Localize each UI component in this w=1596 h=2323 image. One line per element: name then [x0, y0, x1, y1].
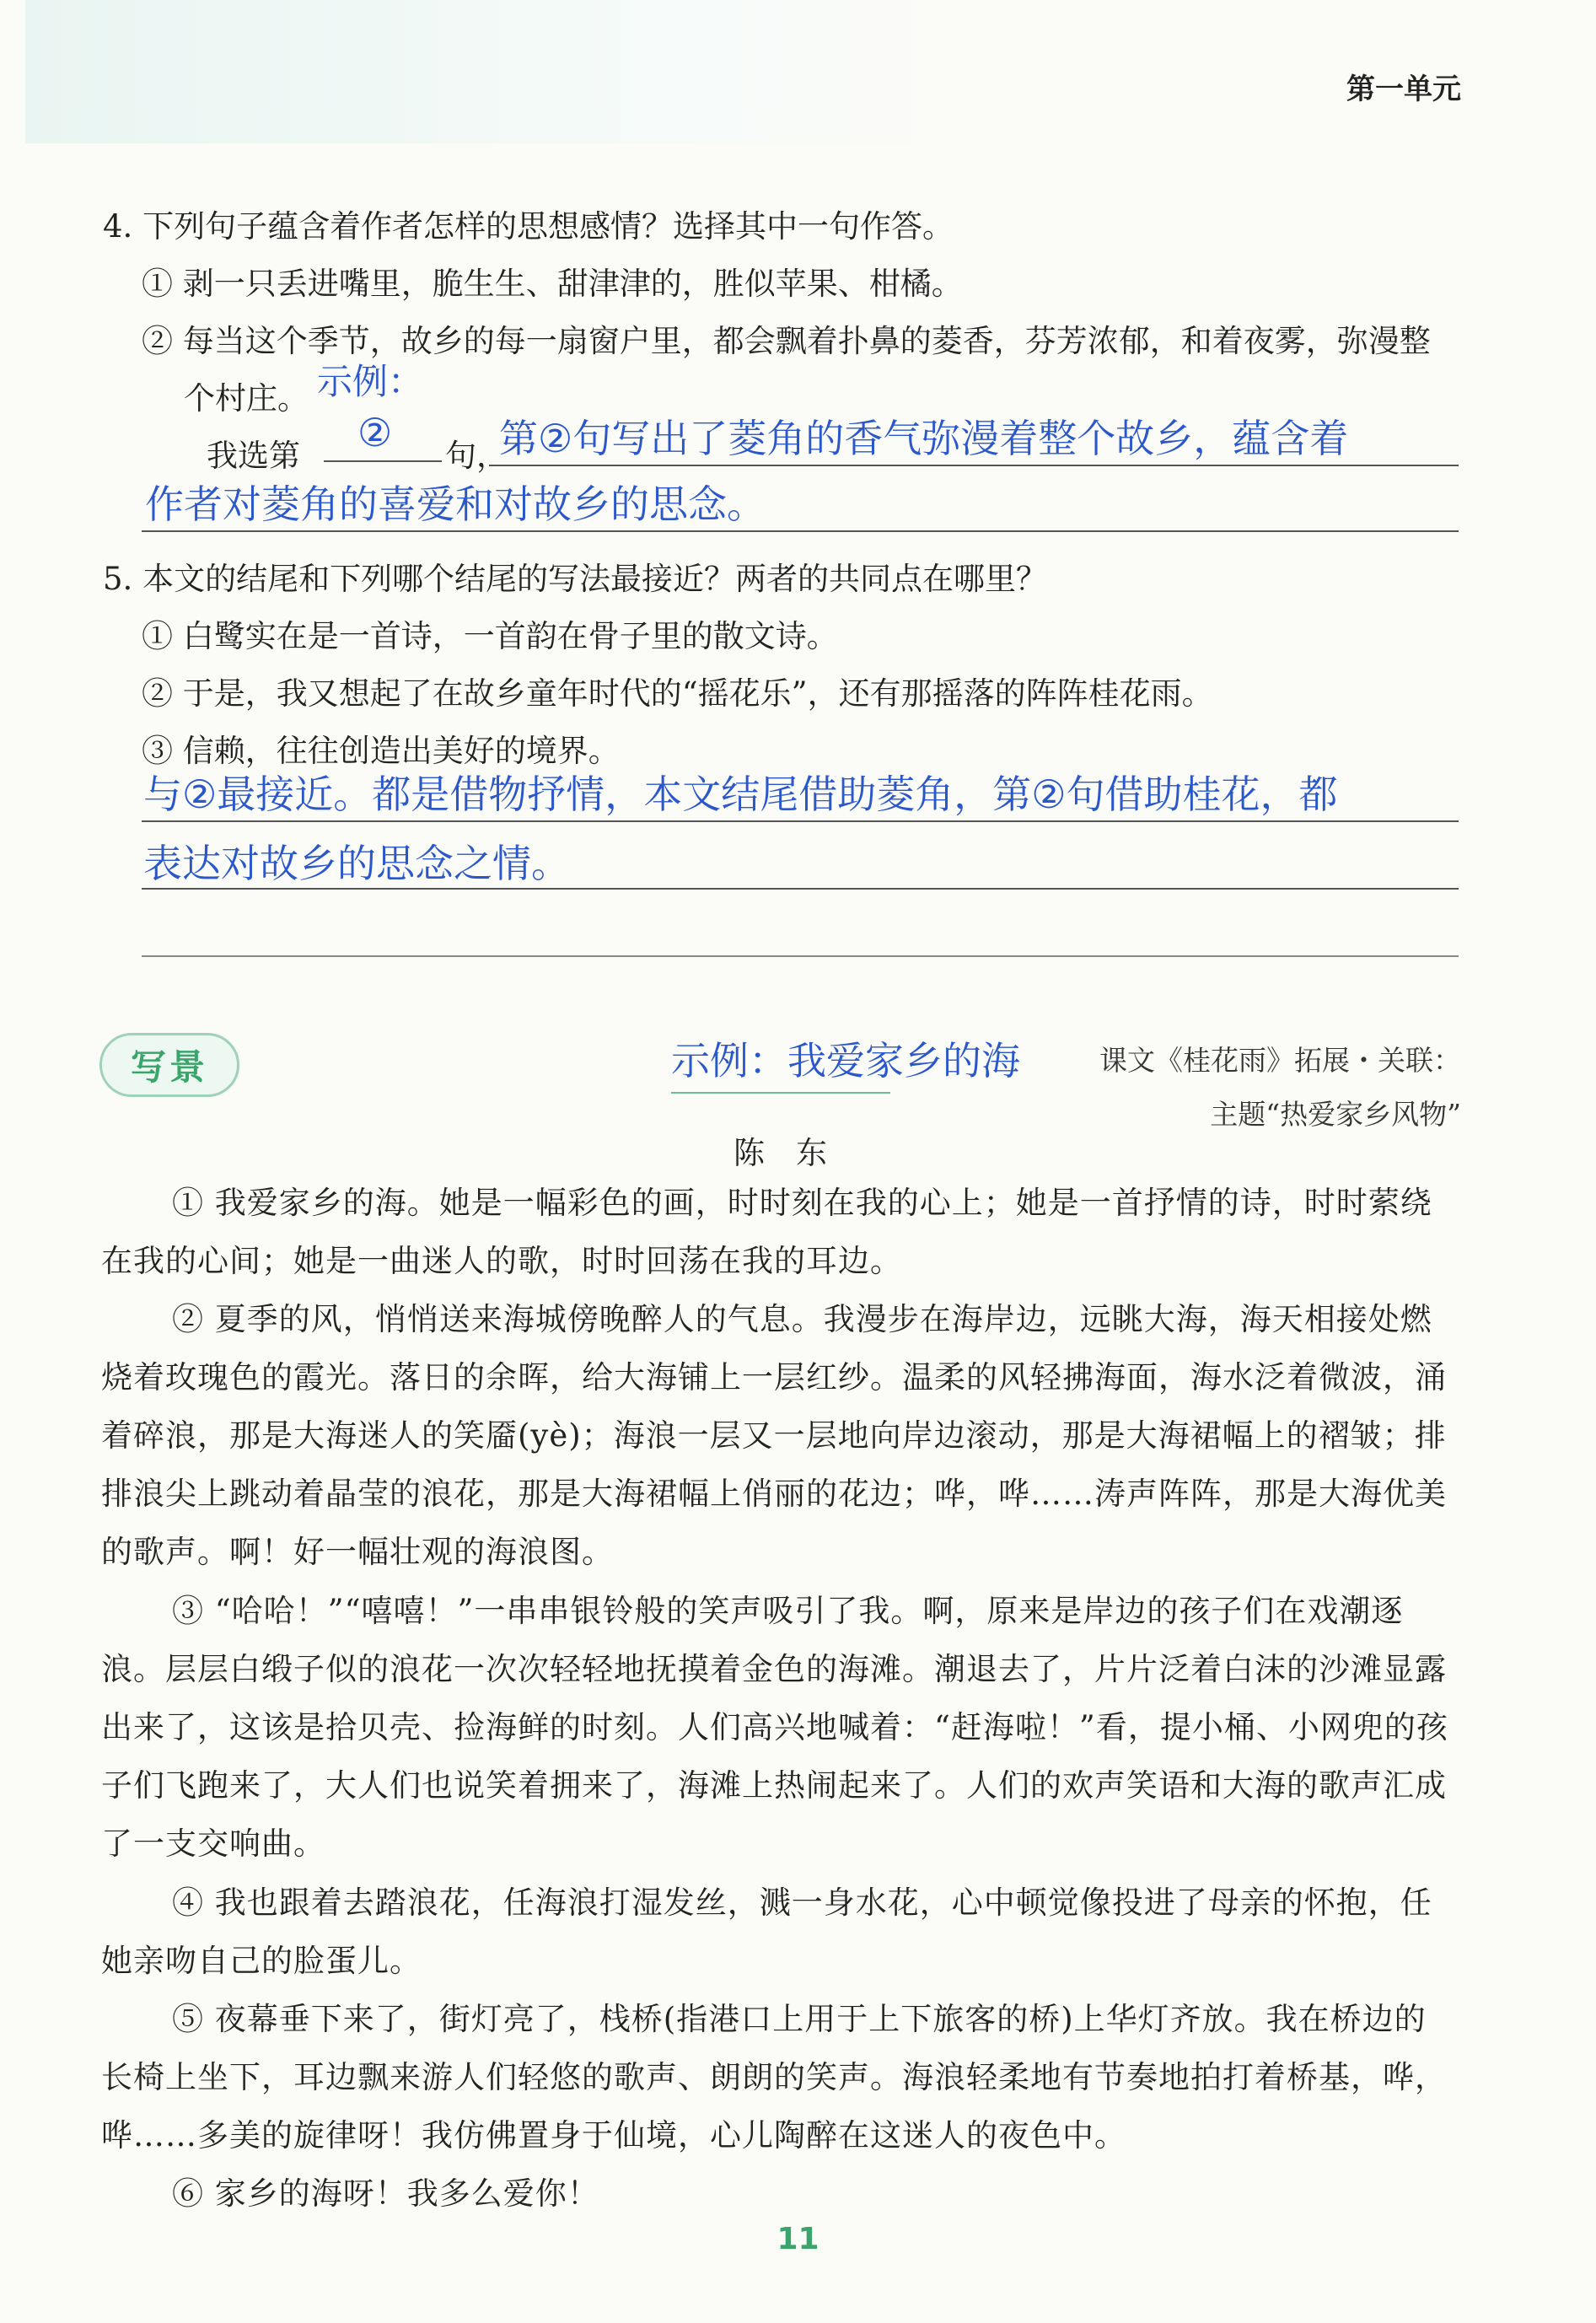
q5-answer-rule-2 [142, 888, 1459, 890]
q4-answer-line-2: 作者对菱角的喜爱和对故乡的思念。 [145, 481, 766, 527]
header-band [25, 0, 936, 143]
question-5: 5. 本文的结尾和下列哪个结尾的写法最接近？两者的共同点在哪里？ [103, 561, 1048, 597]
q4-answer-prefix: 我选第 [207, 438, 300, 474]
essay-paragraph-3: ③ “哈哈！”“嘻嘻！”一串串银铃般的笑声吸引了我。啊，原来是岸边的孩子们在戏潮逐浪。层层白缎子似的浪花一次次轻轻地抚摸着金色的海滩。潮退去了，片片泛着白沫的沙滩显露出来了，这该是拾贝壳、捡海鲜的时刻。人们高兴地喊着：“赶海啦！”看，提小桶、小网兜的孩子们飞跑来了，大人们也说笑着拥来了，海滩上热闹起来了。人们的欢声笑语和大海的歌声汇成了一支交响曲。 [101, 1593, 1448, 1862]
q4-answer-choice: ② [357, 410, 393, 455]
q5-option-1: ① 白鹭实在是一首诗，一首韵在骨子里的散文诗。 [142, 618, 838, 654]
q5-answer-rule-1 [142, 820, 1459, 822]
essay-title: 示例：我爱家乡的海 [671, 1038, 1020, 1084]
q5-answer-rule-3 [142, 955, 1459, 957]
essay-paragraph-4: ④ 我也跟着去踏浪花，任海浪打湿发丝，溅一身水花，心中顿觉像投进了母亲的怀抱，任她亲吻自己的脸蛋儿。 [101, 1885, 1432, 1979]
q4-option-1: ① 剥一只丢进嘴里，脆生生、甜津津的，胜似苹果、柑橘。 [142, 266, 963, 302]
q4-answer-line-1: 第②句写出了菱角的香气弥漫着整个故乡，蕴含着 [499, 416, 1349, 461]
unit-title: 第一单元 [1346, 73, 1461, 106]
q4-choice-blank [324, 460, 442, 462]
q5-answer-line-1: 与②最接近。都是借物抒情，本文结尾借助菱角，第②句借助桂花，都 [143, 772, 1338, 817]
essay-author: 陈 东 [734, 1135, 827, 1171]
essay-title-underline [671, 1092, 890, 1094]
q4-answer-rule-2 [142, 530, 1459, 532]
q5-option-2: ② 于是，我又想起了在故乡童年时代的“摇花乐”，还有那摇落的阵阵桂花雨。 [142, 675, 1213, 712]
page-number: 11 [777, 2222, 819, 2256]
essay-note-line-2: 主题“热爱家乡风物” [1210, 1098, 1461, 1131]
question-4: 4. 下列句子蕴含着作者怎样的思想感情？选择其中一句作答。 [103, 208, 954, 245]
q4-option-2-line-2: 个村庄。 [184, 380, 309, 417]
q4-answer-rule-1 [489, 465, 1459, 466]
essay-paragraph-5: ⑤ 夜幕垂下来了，街灯亮了，栈桥(指港口上用于上下旅客的桥)上华灯齐放。我在桥边的长椅上坐下，耳边飘来游人们轻悠的歌声、朗朗的笑声。海浪轻柔地有节奏地拍打着桥基，哗，哗……多美的旋律呀！我仿佛置身于仙境，心儿陶醉在这迷人的夜色中。 [101, 2001, 1447, 2154]
q5-answer-line-2: 表达对故乡的思念之情。 [143, 841, 570, 886]
essay-note-line-1: 课文《桂花雨》拓展・关联： [1099, 1044, 1461, 1077]
q4-answer-suffix: 句， [445, 438, 508, 474]
essay-paragraph-2: ② 夏季的风，悄悄送来海城傍晚醉人的气息。我漫步在海岸边，远眺大海，海天相接处燃烧着玫瑰色的霞光。落日的余晖，给大海铺上一层红纱。温柔的风轻拂海面，海水泛着微波，涌着碎浪，那是大海迷人的笑靥(yè)；海浪一层又一层地向岸边滚动，那是大海裙幅上的褶皱；排排浪尖上跳动着晶莹的浪花，那是大海裙幅上俏丽的花边；哗，哗……涛声阵阵，那是大海优美的歌声。啊！好一幅壮观的海浪图。 [101, 1301, 1447, 1570]
q5-option-3: ③ 信赖，往往创造出美好的境界。 [142, 733, 620, 769]
q4-example-label: 示例： [317, 361, 424, 402]
essay-paragraph-1: ① 我爱家乡的海。她是一幅彩色的画，时时刻在我的心上；她是一首抒情的诗，时时萦绕在我的心间；她是一曲迷人的歌，时时回荡在我的耳边。 [101, 1185, 1432, 1279]
essay-paragraph-6: ⑥ 家乡的海呀！我多么爱你！ [172, 2175, 599, 2212]
q4-option-2-line-1: ② 每当这个季节，故乡的每一扇窗户里，都会飘着扑鼻的菱香，芬芳浓郁，和着夜雾，弥漫整 [142, 323, 1431, 359]
section-badge: 写景 [99, 1033, 239, 1097]
